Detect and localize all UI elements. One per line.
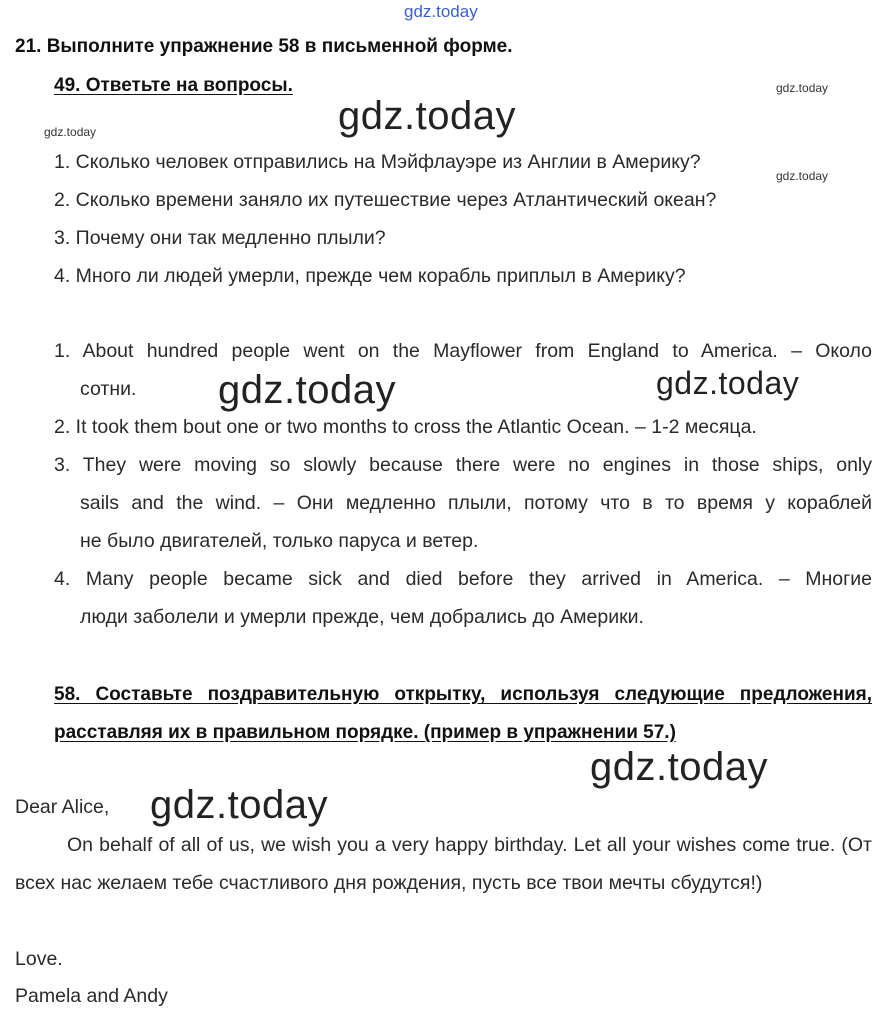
exercise-58-heading: 58. Составьте поздравительную открытку, используя следующие предложения, расставляя их в правильном порядке. (пример в упражнении 57.) <box>54 684 872 743</box>
answer-1-line-2: сотни. <box>80 378 137 400</box>
task-title: 21. Выполните упражнение 58 в письменной форме. <box>15 36 513 57</box>
watermark-large: gdz.today <box>590 745 768 789</box>
watermark-large: gdz.today <box>338 94 516 138</box>
letter-body: On behalf of all of us, we wish you a very happy birthday. Let all your wishes come true. (От всех нас желаем тебе счастливого дня рождения, пусть все твои мечты сбудутся!) <box>15 834 872 894</box>
exercise-49-heading: 49. Ответьте на вопросы. <box>54 75 293 96</box>
question-1: 1. Сколько человек отправились на Мэйфлауэре из Англии в Америку? <box>54 151 701 173</box>
watermark-large: gdz.today <box>218 368 396 412</box>
answer-4-line-2: люди заболели и умерли прежде, чем добрались до Америки. <box>80 606 644 628</box>
letter-greeting: Dear Alice, <box>15 796 110 818</box>
answer-4-line-1: 4. Many people became sick and died before they arrived in America. – Многие <box>54 568 872 590</box>
watermark-small: gdz.today <box>44 125 97 139</box>
answer-3-line-2: sails and the wind. – Они медленно плыли, потому что в то время у кораблей <box>80 492 872 514</box>
answer-1-line-1: 1. About hundred people went on the Mayflower from England to America. – Около <box>54 340 872 362</box>
watermark-small: gdz.today <box>776 81 829 95</box>
watermark-large: gdz.today <box>150 783 328 827</box>
answer-2: 2. It took them bout one or two months to cross the Atlantic Ocean. – 1-2 месяца. <box>54 416 757 438</box>
question-2: 2. Сколько времени заняло их путешествие через Атлантический океан? <box>54 189 717 211</box>
watermark-top: gdz.today <box>404 2 478 21</box>
watermark-small: gdz.today <box>776 169 829 183</box>
question-4: 4. Много ли людей умерли, прежде чем корабль приплыл в Америку? <box>54 265 686 287</box>
letter-closing: Love. <box>15 948 63 970</box>
answer-3-line-3: не было двигателей, только паруса и ветер. <box>80 530 479 552</box>
question-3: 3. Почему они так медленно плыли? <box>54 227 386 249</box>
watermark-large: gdz.today <box>656 365 800 401</box>
answer-3-line-1: 3. They were moving so slowly because there were no engines in those ships, only <box>54 454 872 476</box>
letter-signature: Pamela and Andy <box>15 985 168 1007</box>
